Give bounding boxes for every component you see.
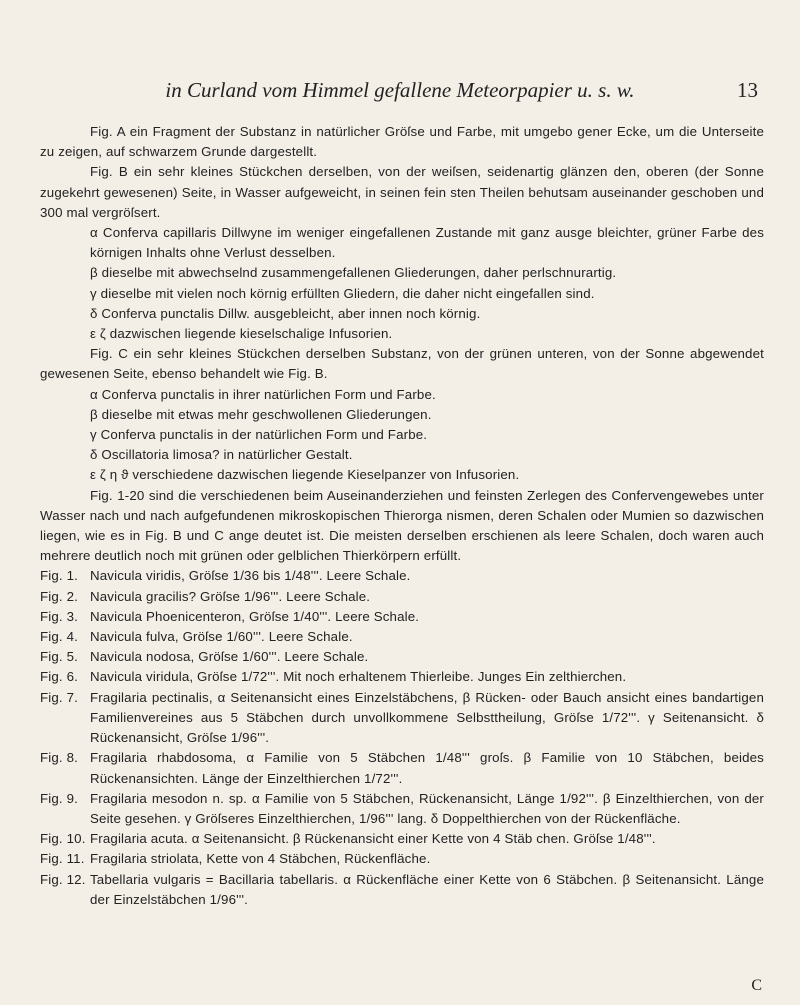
figure-text: Fragilaria striolata, Kette von 4 Stäbchen, Rückenfläche. (90, 851, 431, 867)
figure-entry (40, 647, 764, 667)
figure-label: Fig. 7. (40, 689, 78, 705)
running-title: in Curland vom Himmel gefallene Meteorpapier u. s. w. (165, 78, 635, 102)
paragraph-c-epsilon: ε ζ η ϑ verschiedene dazwischen liegende Kieselpanzer von Infusorien. (90, 467, 520, 483)
figure-text: Navicula Phoenicenteron, Gröſse 1/40'''. Leere Schale. (90, 608, 420, 624)
figure-text: Fragilaria acuta. α Seitenansicht. β Rückenansicht einer Kette von 4 Stäb chen. Gröſse 1/48'''. (90, 831, 656, 847)
figure-entry (40, 627, 764, 647)
paragraph-b-epsilon: ε ζ dazwischen liegende kieselschalige Infusorien. (90, 326, 393, 342)
figure-entry (40, 587, 764, 607)
paragraph-b-beta: β dieselbe mit abwechselnd zusammengefallenen Gliederungen, daher perlschnurartig. (90, 265, 617, 281)
paragraph-fig-a: Fig. A ein Fragment der Substanz in natürlicher Gröſse und Farbe, mit umgebo gener Ecke, um die Unterseite zu zeigen, auf schwarzem Grunde dargestellt. (40, 124, 764, 160)
figure-label: Fig. 6. (40, 669, 78, 685)
figure-label: Fig. 10. (40, 831, 86, 847)
figure-label: Fig. 1. (40, 568, 78, 584)
paragraph-b-gamma: γ dieselbe mit vielen noch körnig erfüllten Gliedern, die daher nicht eingefallen sind. (90, 285, 595, 301)
page-header (40, 78, 760, 108)
figure-entry (40, 688, 764, 749)
figure-label: Fig. 2. (40, 588, 78, 604)
figure-label: Fig. 5. (40, 649, 78, 665)
figure-text: Tabellaria vulgaris = Bacillaria tabellaris. α Rückenfläche einer Kette von 6 Stäbchen. β Seitenansicht. Länge der Einzelstäbchen 1/96'''. (90, 871, 764, 907)
paragraph-c-delta: δ Oscillatoria limosa? in natürlicher Gestalt. (90, 447, 353, 463)
paragraph-c-beta: β dieselbe mit etwas mehr geschwollenen Gliederungen. (90, 406, 432, 422)
figure-label: Fig. 12. (40, 871, 86, 887)
figure-entry (40, 748, 764, 788)
figure-list (40, 566, 764, 909)
figure-text: Navicula gracilis? Gröſse 1/96'''. Leere Schale. (90, 588, 371, 604)
figure-label: Fig. 3. (40, 608, 78, 624)
page-body (40, 122, 764, 910)
signature-mark: C (751, 977, 762, 994)
paragraph-figs-1-20: Fig. 1-20 sind die verschiedenen beim Auseinanderziehen und feinsten Zerlegen des Confervengewebes unter Wasser nach und nach aufgefundenen mikroskopischen Thierorga nismen, deren Schalen oder Mumien so dazwischen liegen, wie es in Fig. B und C ange deutet ist. Die meisten derselben erschienen als leere Schalen, doch waren auch mehrere deutlich noch mit grünen oder gelblichen Thierkörpern erfüllt. (40, 487, 764, 564)
page-number: 13 (737, 78, 758, 102)
figure-text: Navicula nodosa, Gröſse 1/60'''. Leere Schale. (90, 649, 369, 665)
figure-entry (40, 829, 764, 849)
paragraph-b-delta: δ Conferva punctalis Dillw. ausgebleicht, aber innen noch körnig. (90, 305, 481, 321)
figure-label: Fig. 11. (40, 851, 85, 867)
figure-text: Navicula viridis, Gröſse 1/36 bis 1/48'''. Leere Schale. (90, 568, 411, 584)
figure-entry (40, 849, 764, 869)
figure-entry (40, 566, 764, 586)
paragraph-b-alpha: α Conferva capillaris Dillwyne im weniger eingefallenen Zustande mit ganz ausge bleichter, grüner Farbe des körnigen Inhalts ohne Verlust desselben. (90, 225, 764, 261)
figure-entry (40, 789, 764, 829)
figure-label: Fig. 9. (40, 790, 78, 806)
figure-label: Fig. 4. (40, 629, 78, 645)
paragraph-c-alpha: α Conferva punctalis in ihrer natürlichen Form und Farbe. (90, 386, 436, 402)
figure-text: Fragilaria mesodon n. sp. α Familie von 5 Stäbchen, Rückenansicht, Länge 1/92'''. β Einzelthierchen, von der Seite gesehen. γ Gröſseres Einzelthierchen, 1/96''' lang. δ Doppelthierchen von der Rückenfläche. (90, 790, 764, 826)
figure-text: Navicula viridula, Gröſse 1/72'''. Mit noch erhaltenem Thierleibe. Junges Ein zelthierchen. (90, 669, 627, 685)
paragraph-fig-b: Fig. B ein sehr kleines Stückchen derselben, von der weiſsen, seidenartig glänzen den, oberen (der Sonne zugekehrt gewesenen) Seite, in Wasser aufgeweicht, in seinen fein sten Theilen behutsam auseinander geschoben und 300 mal vergröſsert. (40, 164, 764, 220)
figure-entry (40, 870, 764, 910)
figure-entry (40, 667, 764, 687)
figure-label: Fig. 8. (40, 750, 78, 766)
figure-entry (40, 607, 764, 627)
paragraph-c-gamma: γ Conferva punctalis in der natürlichen Form und Farbe. (90, 427, 428, 443)
figure-text: Navicula fulva, Gröſse 1/60'''. Leere Schale. (90, 629, 353, 645)
figure-text: Fragilaria rhabdosoma, α Familie von 5 Stäbchen 1/48''' groſs. β Familie von 10 Stäbchen, beides Rückenansichten. Länge der Einzelthierchen 1/72'''. (90, 750, 764, 786)
paragraph-fig-c: Fig. C ein sehr kleines Stückchen derselben Substanz, von der grünen unteren, von der Sonne abgewendet gewesenen Seite, ebenso behandelt wie Fig. B. (40, 346, 764, 382)
figure-text: Fragilaria pectinalis, α Seitenansicht eines Einzelstäbchens, β Rücken- oder Bauch ansicht eines bandartigen Familienvereines aus 5 Stäbchen durch unvollkommene Selbsttheilung, Gröſse 1/72'''. γ Seitenansicht. δ Rückenansicht, Gröſse 1/96'''. (90, 689, 764, 746)
